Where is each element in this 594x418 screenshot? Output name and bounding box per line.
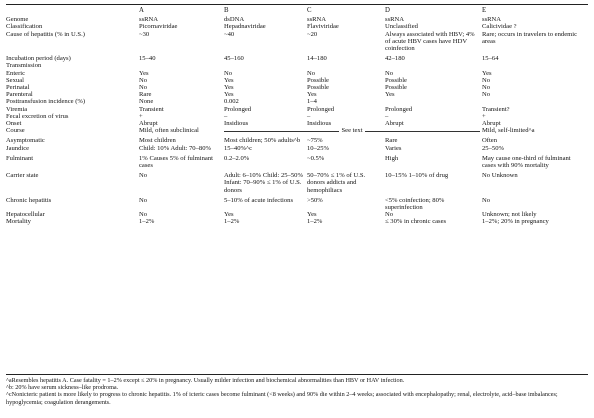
- row-label: Chronic hepatitis: [6, 196, 52, 204]
- table-cell: 1–2%: [139, 218, 155, 226]
- table-cell: dsDNA: [224, 16, 245, 24]
- table-cell: [385, 98, 482, 105]
- table-cell: Rare; occurs in travelers to endemic areas: [482, 30, 578, 45]
- table-cell: 42–180: [385, 55, 405, 63]
- bottom-rule: [6, 374, 588, 375]
- row-label: Posttransfusion incidence (%): [6, 98, 86, 106]
- row-label: Hepatocellular: [6, 211, 45, 219]
- table-cell: Transient?: [482, 105, 510, 113]
- table-cell: No: [482, 76, 491, 84]
- column-header: E: [482, 7, 487, 14]
- row-label: Asymptomatic: [6, 137, 45, 145]
- table-cell: Calicividae ?: [482, 23, 517, 31]
- table-cell: ssRNA: [139, 16, 159, 24]
- table-cell: 10–25%: [307, 144, 329, 152]
- table-cell: 50–70% ≤ 1% of U.S. donors addicts and hemophiliacs: [307, 172, 366, 194]
- see-text-line: [224, 127, 480, 134]
- table-cell: Prolonged: [307, 105, 335, 113]
- table-cell: Prolonged: [224, 105, 252, 113]
- table-row: [6, 194, 588, 211]
- table-row: [6, 113, 588, 120]
- table-row: [6, 84, 588, 91]
- table-cell: None: [139, 98, 154, 106]
- table-cell: Yes: [224, 84, 234, 92]
- table-cell: +: [482, 112, 486, 120]
- table-cell: 14–180: [307, 55, 327, 63]
- table-cell: 1–2%: [224, 218, 240, 226]
- table-cell: Unclassified: [385, 23, 418, 31]
- table-cell: 15–64: [482, 55, 499, 63]
- row-label: Perinatal: [6, 84, 30, 92]
- table-cell: No: [139, 84, 148, 92]
- table-body: [6, 16, 588, 225]
- table-cell: Insidious: [224, 120, 249, 128]
- table-cell: Yes: [307, 211, 317, 219]
- row-label: Onset: [6, 120, 22, 128]
- table-cell: No: [224, 69, 233, 77]
- footnotes: [6, 377, 588, 406]
- table-cell: –: [224, 112, 228, 120]
- table-cell: No: [482, 91, 491, 99]
- row-label: Mortality: [6, 218, 31, 226]
- table-cell: ~40: [224, 30, 235, 38]
- row-label: Sexual: [6, 76, 24, 84]
- table-cell: <5% coinfection; 80% superinfection: [385, 196, 445, 212]
- table-cell: Varies: [385, 144, 402, 152]
- table-row: [6, 91, 588, 98]
- table-cell: Transient: [139, 105, 164, 113]
- column-header: A: [139, 7, 144, 14]
- table-cell: Most children: [139, 137, 176, 145]
- table-cell: ssRNA: [482, 16, 502, 24]
- table-cell: Possible: [307, 84, 329, 92]
- table-cell: ssRNA: [385, 16, 405, 24]
- table-cell: Flaviviridae: [307, 23, 339, 31]
- table-cell: 1–2%: [307, 218, 323, 226]
- table-row: [6, 145, 588, 152]
- row-label: Classification: [6, 23, 43, 31]
- row-label: Cause of hepatitis (% in U.S.): [6, 30, 85, 38]
- table-cell: ~75%: [307, 137, 323, 145]
- table-cell: Mild, self-limited^a: [482, 127, 535, 135]
- table-cell: Yes: [224, 76, 234, 84]
- table-cell: Rare: [385, 137, 398, 145]
- table-cell: Rare: [139, 91, 152, 99]
- table-cell: No: [385, 69, 394, 77]
- table-cell: Picornaviridae: [139, 23, 178, 31]
- column-header: D: [385, 7, 390, 14]
- table-cell: 45–160: [224, 55, 244, 63]
- table-cell: Yes: [307, 91, 317, 99]
- see-text-span: [224, 127, 482, 134]
- table-cell: 5–10% of acute infections: [224, 196, 294, 204]
- table-cell: ssRNA: [307, 16, 327, 24]
- table-row: [6, 23, 588, 30]
- table-cell: No: [482, 84, 491, 92]
- table-row: [6, 77, 588, 84]
- row-label: Enteric: [6, 69, 26, 77]
- table-row: [6, 218, 588, 225]
- table-row: [6, 31, 588, 53]
- table-cell: –: [385, 112, 389, 120]
- column-header: B: [224, 7, 229, 14]
- column-header: [6, 6, 139, 16]
- table-cell: 15–40: [139, 55, 156, 63]
- table-cell: 0.2–2.0%: [224, 154, 250, 162]
- row-label: Parenteral: [6, 91, 33, 99]
- row-label: Viremia: [6, 105, 28, 113]
- header-row: [6, 6, 588, 16]
- table-cell: Insidious: [307, 120, 332, 128]
- see-text-label: See text: [341, 127, 363, 135]
- table-cell: No Unknown: [482, 172, 518, 180]
- table-row: [6, 211, 588, 218]
- table-cell: +: [139, 112, 143, 120]
- table-row: [6, 120, 588, 127]
- table-cell: Yes: [385, 91, 395, 99]
- table-row: [6, 62, 588, 69]
- table-cell: ~30: [139, 30, 150, 38]
- table-cell: High: [385, 154, 399, 162]
- table-cell: No: [385, 211, 394, 219]
- table-row: [6, 169, 588, 194]
- table-cell: Yes: [224, 91, 234, 99]
- table-cell: Possible: [385, 76, 407, 84]
- row-label: Carrier state: [6, 172, 39, 180]
- table-cell: [385, 62, 482, 69]
- table-row: [6, 98, 588, 105]
- table-cell: No: [139, 76, 148, 84]
- top-rule: [6, 4, 588, 5]
- table-cell: 1% Causes 5% of fulminant cases: [139, 154, 213, 170]
- row-label: Course: [6, 127, 25, 135]
- column-header: C: [307, 7, 312, 14]
- table-cell: Abrupt: [482, 120, 501, 128]
- table-cell: Prolonged: [385, 105, 413, 113]
- table-cell: Abrupt: [139, 120, 158, 128]
- table-cell: Mild, often subclinical: [139, 127, 199, 135]
- table-cell: Yes: [482, 69, 492, 77]
- table-row: [6, 106, 588, 113]
- table-cell: Most children; 50% adults^b: [224, 137, 301, 145]
- table-row: [6, 134, 588, 144]
- row-label: Fulminant: [6, 154, 34, 162]
- table-cell: No: [139, 211, 148, 219]
- table-row: [6, 127, 588, 134]
- table-cell: ~20: [307, 30, 318, 38]
- table-row: [6, 16, 588, 23]
- footnote-c: ^cNonicteric patient is more likely to progress to chronic hepatitis. 1% of icteric cases become fulminant (<8 weeks) and 90% die within 2–4 weeks; associated with encephalopathy; renal, electrolyte, acid–base imbalances; hypoglycemia; coagulation derangements.: [6, 391, 558, 406]
- table-cell: >50%: [307, 196, 323, 204]
- table-cell: No: [307, 69, 316, 77]
- table-cell: Possible: [385, 84, 407, 92]
- table-cell: [307, 62, 385, 69]
- table-cell: [482, 98, 588, 105]
- table-cell: [224, 62, 307, 69]
- table-cell: Possible: [307, 76, 329, 84]
- table-cell: [482, 62, 588, 69]
- table-cell: 10–15% 1–10% of drug: [385, 172, 449, 180]
- footnote-b: ^b: 20% have serum sickness–like prodroma.: [6, 384, 119, 392]
- table-cell: May cause one-third of fulminant cases with 90% mortality: [482, 154, 571, 170]
- table-cell: ~0.5%: [307, 154, 325, 162]
- table-row: [6, 152, 588, 169]
- table-cell: Abrupt: [385, 120, 404, 128]
- table-cell: [139, 62, 224, 69]
- table-cell: Yes: [224, 211, 234, 219]
- table-cell: 1–2%; 20% in pregnancy: [482, 218, 549, 226]
- table-cell: ≤ 30% in chronic cases: [385, 218, 447, 226]
- table-cell: Always associated with HBV; 4% of acute HBV cases have HDV coinfection: [385, 30, 475, 53]
- footnote-a: ^aResembles hepatitis A. Case fatality = 1–2% except ≤ 20% in pregnancy. Usually milder infection and biochemical abnormalities than HBV or HAV infection.: [6, 377, 405, 384]
- table-cell: No: [139, 196, 148, 204]
- row-label: Transmission: [6, 62, 42, 70]
- row-label: Genome: [6, 16, 29, 24]
- table-cell: Adult: 6–10% Child: 25–50% Infant: 70–90% ≤ 1% of U.S. donors: [224, 172, 303, 194]
- table-cell: 0.002: [224, 98, 239, 106]
- table-cell: Unknown; not likely: [482, 211, 537, 219]
- row-label: Incubation period (days): [6, 55, 71, 63]
- table-cell: 25–50%: [482, 144, 504, 152]
- table-cell: No: [482, 196, 491, 204]
- row-label: Jaundice: [6, 144, 30, 152]
- hepatitis-comparison-table: [6, 6, 588, 226]
- table-cell: 15–40%^c: [224, 144, 252, 152]
- table-row: [6, 52, 588, 62]
- row-label: Fecal excretion of virus: [6, 112, 69, 120]
- table-cell: 1–4: [307, 98, 317, 106]
- table-cell: Child: 10% Adult: 70–80%: [139, 144, 211, 152]
- table-cell: –: [307, 112, 311, 120]
- table-row: [6, 70, 588, 77]
- table-cell: No: [139, 172, 148, 180]
- table-cell: Yes: [139, 69, 149, 77]
- table-cell: Hepadnaviridae: [224, 23, 266, 31]
- table-cell: Often: [482, 137, 498, 145]
